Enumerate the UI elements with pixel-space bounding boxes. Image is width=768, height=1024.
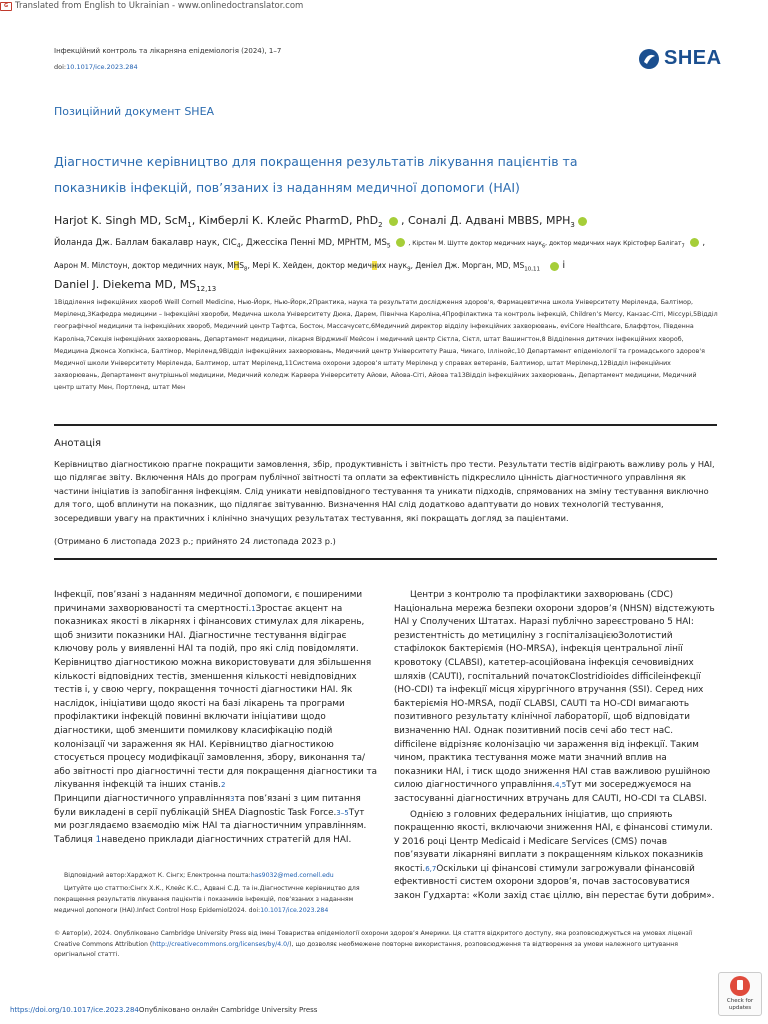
banner-text[interactable]: Translated from English to Ukrainian - www.onlinedoctranslator.com xyxy=(15,1,304,11)
author-affil-ref: 2 xyxy=(378,221,383,230)
author-name: Аарон М. Мілстоун, доктор медичних наук, М xyxy=(54,261,234,270)
journal-citation: Інфекційний контроль та лікарняна епідеміологія (2024), 1–7 xyxy=(54,47,282,55)
email-link[interactable]: has9032@med.cornell.edu xyxy=(250,872,334,879)
author-affil-ref: 1 xyxy=(187,221,192,230)
copyright-text: ), що дозволяє необмежене повторне використання, розповсюдження та відтворення за умови належного цитування оригінальної статті. xyxy=(54,940,678,959)
footnote-label: Відповідний автор: xyxy=(64,872,127,879)
author-name: , доктор медичних наук Крістофер Балігат xyxy=(545,240,682,247)
author-affil-ref: 7 xyxy=(681,243,685,250)
header-doi xyxy=(54,63,138,71)
translator-icon: G xyxy=(0,2,12,11)
abstract-heading: Анотація xyxy=(54,438,102,449)
translation-banner xyxy=(0,0,303,12)
body-text: Оскільки ці фінансові стимули загрожували фінансовій ефективності систем охорони здоров’я, почав застосовуватися закон Гудхарта: «Коли захід стає ціллю, він перестає бути добрим». xyxy=(394,863,715,902)
corresponding-author xyxy=(64,871,334,882)
author-affil-ref: 9 xyxy=(407,266,411,273)
footnote-text: Цитуйте цю статтю:Сінгх Х.К., Клейс К.С., Адвані С.Д. та ін.Діагностичне керівництво для покращення результатів лікування пацієнтів і показників інфекцій, пов’язаних з наданням медичної допомоги (HAI).Infect Control Hosp Epidemiol2024. doi: xyxy=(54,885,360,914)
paragraph xyxy=(394,589,718,807)
license-link[interactable]: http://creativecommons.org/licenses/by/4.0/ xyxy=(152,940,290,948)
citation-link[interactable]: 2 xyxy=(220,781,226,790)
abstract-top-rule xyxy=(54,424,717,426)
author-affil-ref: 12,13 xyxy=(196,285,217,294)
bottom-doi-link[interactable]: https://doi.org/10.1017/ice.2023.284 xyxy=(10,1006,139,1014)
author-name: Daniel J. Diekema MD, MS xyxy=(54,278,197,291)
author-name: , Деніел Дж. Морган, MD, MS xyxy=(410,261,525,270)
table-link[interactable]: 1 xyxy=(95,834,102,845)
author-affil-ref: 10,11 xyxy=(524,266,540,273)
shea-logo-icon xyxy=(638,48,660,70)
orcid-icon[interactable] xyxy=(550,262,559,271)
article-title xyxy=(54,149,614,201)
body-text: та пов’язані з цим питання були викладені в серії публікацій SHEA Diagnostic Task Force. xyxy=(54,793,361,818)
cite-doi-link[interactable]: 10.1017/ice.2023.284 xyxy=(260,906,329,914)
orcid-icon[interactable] xyxy=(396,238,405,247)
author-separator: , xyxy=(702,238,706,248)
body-text: Зростає акцент на показниках якості в лікарнях і фінансових стимулах для лікарень, щоб знизити показники HAI. Діагностичне тестування відіграє ключову роль у виявленні HAI та подій, про які слід повідомляти. Керівництво діагностикою можна використовувати для збільшення кількості відповідних тестів, зменшення кількості невідповідних тестів і, у свою чергу, покращення точності діагностики HAI. Як наслідок, ініціативи щодо якості на базі лікарень та програми профілактики інфекцій повинні включати ініціативи щодо діагностики, щоб зменшити помилкову класифікацію подій колонізації чи зараження як HAI. Керівництво діагностикою стосується процесу модифікації замовлення, збору, виконання та/або звітності про діагностичні тести для покращення діагностики та лікування інфекцій та інших станів. xyxy=(54,603,378,791)
shea-logo xyxy=(638,47,722,70)
author-affil-ref: 3 xyxy=(570,221,575,230)
body-column-right xyxy=(394,589,718,904)
author-affil-ref: 5 xyxy=(386,242,391,250)
author-affil-ref: 8 xyxy=(244,266,248,273)
title-line-2: показників інфекцій, пов’язаних із наданням медичної допомоги (HAI) xyxy=(54,180,520,195)
abstract-bottom-rule xyxy=(54,558,717,560)
bookmark-icon xyxy=(730,976,750,996)
orcid-icon[interactable] xyxy=(389,217,398,226)
author-name: , Мері К. Хейден, доктор медич xyxy=(247,261,372,270)
body-text: Принципи діагностичного управління xyxy=(54,793,231,804)
author-name: Йоланда Дж. Баллам бакалавр наук, CIC xyxy=(54,238,237,248)
highlighted-char: H xyxy=(233,261,240,270)
body-text: наведено приклади діагностичних стратегій для HAI. xyxy=(101,834,352,845)
header-doi-link[interactable]: 10.1017/ice.2023.284 xyxy=(66,63,138,71)
author-name: , Соналі Д. Адвані MBBS, MPH xyxy=(401,214,571,227)
author-name: S xyxy=(239,261,245,270)
bottom-doi xyxy=(10,1006,317,1014)
body-text: Центри з контролю та профілактики захворювань (CDC) Національна мережа безпеки охорони здоров’я (NHSN) відстежують HAI у Сполучених Штатах. Наразі публічно зареєстровано 5 HAI: резистентність до метициліну з госпіталізацієюЗолотистий стафілокок бактеріємія (HO-MRSA), інфекція центральної лінії кровотоку (CLABSI), катетер-асоційована інфекція сечовивідних шляхів (CAUTI), госпітальний початокClostridioides difficileінфекції (HO-CDI) та інфекції місця хірургічного втручання (SSI). Серед них бактеріємія HO-MRSA, події CLABSI, CAUTI та HO-CDI вимагають позитивного результату клінічної лабораторії, щоб відповідати визначенню HAI. Однак позитивний посів сечі або тест наC. difficileне відрізняє колонізацію чи зараження від інфекції. Таким чином, практика тестування може мати значний вплив на показники HAI, і тиск щодо зниження HAI став важливою рушійною силою діагностичного управління. xyxy=(394,590,715,791)
footnote-text: Харджот К. Сінгх; Електронна пошта: xyxy=(126,872,251,879)
citation-link[interactable]: 3 xyxy=(230,794,235,803)
author-name: , Кірстен М. Шутте доктор медичних наук xyxy=(408,240,542,247)
body-column-left xyxy=(54,589,379,847)
affiliations: 1Відділення інфекційних хвороб Weill Cornell Medicine, Нью-Йорк, Нью-Йорк,2Практика, наука та результати дослідження здоров'я, Фармацевтична школа Університету Меріленда, Балтімор, Меріленд,3Кафедра медицини – Інфекційні хвороби, Медична школа Університету Дюка, Дарем, Північна Кароліна,4Профілактика та контроль інфекцій, Children’s Mercy, Канзас-Сіті, Міссурі,5Відділ географічної медицини та інфекційних хвороб, Медичний центр Тафтса, Бостон, Массачусетс,6Медичний директор відділу інфекційних захворювань, eviCore Healthcare, Блаффтон, Південна Кароліна,7Секція інфекційних захворювань, Департамент медицини, лікарня Вірджинії Мейсон і медичний центр Сієтла, Сієтл, штат Вашингтон,8 Відділення дитячих інфекційних хвороб, Медицина Джонса Хопкінса, Балтімор, Меріленд,9Відділ інфекційних захворювань, Медичний центр Університету Раша, Чикаго, Іллінойс,10 Департамент епідеміології та громадського здоров'я Медичної школи Університету Меріленда, Балтимор, штат Меріленд,11Система охорони здоров’я штату Меріленд у справах ветеранів, Балтимор, штат Меріленд,12Відділ інфекційних захворювань, Департамент внутрішньої медицини, Медичний коледж Карвера Університету Айови, Айова-Сіті, Айова та13Відділ інфекційних захворювань, Департамент медицини, Медичний центр штату Мен, Портленд, штат Мен xyxy=(54,299,718,392)
check-for-updates-button[interactable] xyxy=(718,972,762,1016)
body-text: Тут ми зосереджуємося на застосуванні діагностичних втручань для CAUTI, HO-CDI та CLABSI. xyxy=(394,780,707,804)
orcid-icon[interactable] xyxy=(690,238,699,247)
highlighted-char: н xyxy=(371,261,377,270)
shea-logo-text: SHEA xyxy=(664,47,722,69)
author-affil-ref: 4 xyxy=(236,242,241,250)
paragraph xyxy=(54,589,379,847)
article-type: Позиційний документ SHEA xyxy=(54,105,215,118)
author-line-2 xyxy=(54,238,705,250)
author-name: , Кімберлі К. Клейс PharmD, PhD xyxy=(191,214,379,227)
author-name: их наук xyxy=(376,261,408,270)
abstract-body: Керівництво діагностикою прагне покращити замовлення, збір, продуктивність і звітність про тести. Результати тестів відіграють важливу роль у HAI, що підлягає звіту. Включення HAIs до програм публічної звітності та оплати за ефективність підкреслило цінність діагностичного управління як частини ініціатив із запобігання інфекціям. Слід уникати невідповідного тестування та уникати підходів, спрямованих на зміну тестування виключно для того, щоб вплинути на показник, що підлягає звітуванню. Визначення HAI слід додатково адаптувати до нових технологій тестування, зосередивши увагу на практичних і клінічно значущих результатах тестування, які покращать догляд за пацієнтами. xyxy=(54,459,715,523)
author-name: , Джессіка Пенні MD, MPHTM, MS xyxy=(240,238,387,248)
author-line-4 xyxy=(54,278,216,293)
author-line-3 xyxy=(54,260,565,273)
author-line-1 xyxy=(54,214,590,229)
doi-prefix: doi: xyxy=(54,63,67,71)
cite-this-article xyxy=(54,884,374,916)
check-for-updates-label: Check for updates xyxy=(726,998,754,1011)
copyright-notice xyxy=(54,929,718,961)
body-text: Тут ми розглядаємо взаємодію між HAI та діагностичним управлінням. Таблиця xyxy=(54,807,367,845)
body-text: Інфекції, пов’язані з наданням медичної допомоги, є поширеними причинами захворюваності та смертності. xyxy=(54,590,363,614)
author-affil-ref: 6 xyxy=(541,243,546,250)
citation-link[interactable]: 4,5 xyxy=(555,781,567,790)
paragraph xyxy=(394,809,718,904)
copyright-text: © Автор(и), 2024. Опубліковано Cambridge University Press від імені Товариства епідеміології охорони здоров’я Америки. Ця стаття відкритого доступу, яка розповсюджується на умовах ліцензії Creative Commons Attribution ( xyxy=(54,930,693,948)
body-text: Однією з головних федеральних ініціатив, що сприяють покращенню якості, включаючи зниження HAI, є фінансові стимули. У 2016 році Центр Medicaid і Medicare Services (CMS) почав пов’язувати лікарняні виплати з покращенням кількох показників якості. xyxy=(394,809,713,874)
title-line-1: Діагностичне керівництво для покращення результатів лікування пацієнтів та xyxy=(54,154,578,169)
author-name: Harjot K. Singh MD, ScM xyxy=(54,214,188,227)
author-conjunction: і xyxy=(562,260,566,271)
citation-link[interactable]: 6,7 xyxy=(425,864,437,873)
citation-link[interactable]: 3–5 xyxy=(336,808,349,817)
published-note: Опубліковано онлайн Cambridge University Press xyxy=(138,1006,318,1014)
orcid-icon[interactable] xyxy=(578,217,587,226)
received-dates: (Отримано 6 листопада 2023 р.; прийнято 24 листопада 2023 р.) xyxy=(54,536,336,546)
citation-link[interactable]: 1 xyxy=(251,604,256,613)
